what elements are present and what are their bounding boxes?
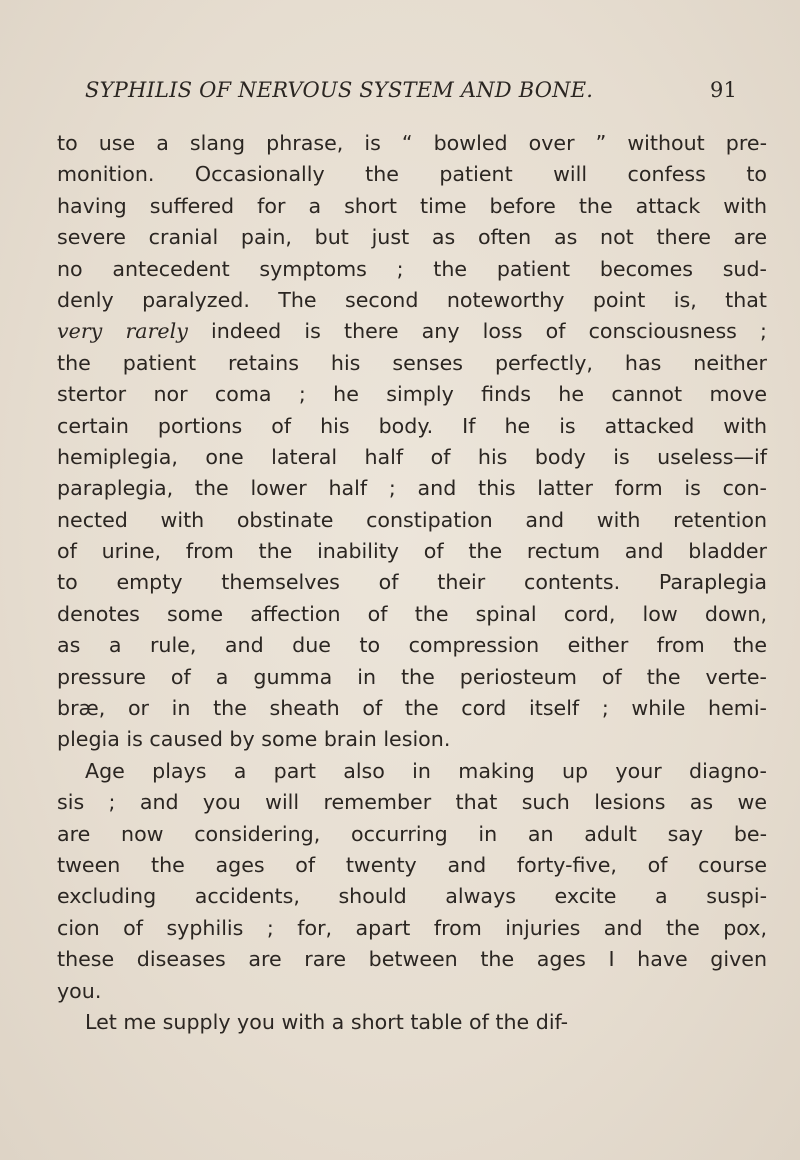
- text-line-1: to use a slang phrase, is “ bowled over ” without pre-: [57, 131, 767, 155]
- text-line-20: plegia is caused by some brain lesion.: [57, 727, 451, 752]
- text-line-13: nected with obstinate constipation and with retention: [57, 507, 767, 532]
- running-head: [85, 78, 785, 108]
- text-line-25: excluding accidents, should always excite a suspi-: [57, 884, 767, 909]
- text-line-19: bræ, or in the sheath of the cord itself ; while hemi-: [57, 696, 767, 721]
- text-line-22: sis ; and you will remember that such lesions as we: [57, 790, 767, 815]
- emphasis-very-rarely: very rarely: [57, 319, 188, 344]
- running-title: SYPHILIS OF NERVOUS SYSTEM AND BONE.: [85, 78, 594, 102]
- text-line-16: denotes some affection of the spinal cord, low down,: [57, 601, 767, 626]
- text-line-8: the patient retains his senses perfectly, has neither: [57, 350, 767, 375]
- text-line-5: no antecedent symptoms ; the patient becomes sud-: [57, 256, 767, 281]
- text-line-4: severe cranial pain, but just as often as not there are: [57, 225, 767, 250]
- text-line-24: tween the ages of twenty and forty-five, of course: [57, 852, 767, 877]
- text-line-17: as a rule, and due to compression either from the: [57, 633, 767, 658]
- text-line-26: cion of syphilis ; for, apart from injuries and the pox,: [57, 915, 767, 940]
- text-line-18: pressure of a gumma in the periosteum of the verte-: [57, 664, 767, 689]
- text-line-3: having suffered for a short time before the attack with: [57, 193, 767, 218]
- text-line-9: stertor nor coma ; he simply finds he cannot move: [57, 382, 767, 407]
- text-line-11: hemiplegia, one lateral half of his body is useless—if: [57, 444, 767, 469]
- text-line-23: are now considering, occurring in an adult say be-: [57, 821, 767, 846]
- text-line-28: you.: [57, 978, 102, 1003]
- text-line-21: Age plays a part also in making up your diagno-: [85, 758, 767, 783]
- text-line-2: monition. Occasionally the patient will confess to: [57, 162, 767, 187]
- text-line-7-rest: indeed is there any loss of consciousness ;: [187, 319, 767, 344]
- text-line-6: denly paralyzed. The second noteworthy point is, that: [57, 287, 767, 312]
- text-line-10: certain portions of his body. If he is attacked with: [57, 413, 767, 438]
- text-line-7: [57, 316, 767, 347]
- body-text: [57, 128, 767, 1038]
- text-line-15: to empty themselves of their contents. Paraplegia: [57, 570, 767, 595]
- text-line-12: paraplegia, the lower half ; and this latter form is con-: [57, 476, 767, 501]
- text-line-29: Let me supply you with a short table of the dif-: [85, 1009, 569, 1034]
- page-number: 91: [710, 78, 738, 102]
- text-line-14: of urine, from the inability of the rectum and bladder: [57, 539, 767, 564]
- text-line-27: these diseases are rare between the ages I have given: [57, 947, 767, 972]
